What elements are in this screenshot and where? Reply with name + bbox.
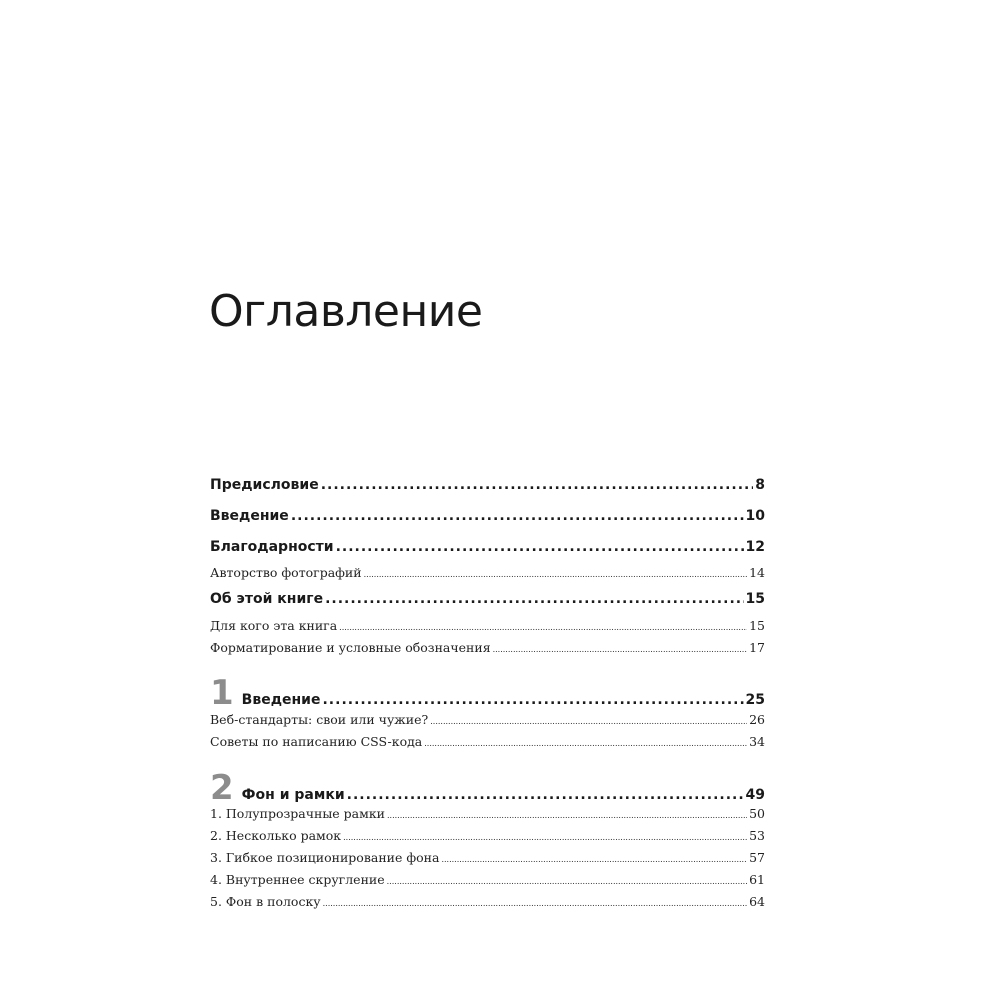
toc-entry-label: Форматирование и условные обозначения	[210, 640, 491, 655]
toc-entry-formatting[interactable]	[210, 640, 765, 655]
dot-leader	[336, 539, 744, 555]
toc-entry-label: Об этой книге	[210, 591, 324, 607]
toc-entry-label: Введение	[241, 692, 321, 708]
toc-entry-page: 25	[745, 692, 765, 708]
toc-entry-page: 61	[749, 872, 765, 887]
toc-entry-striped-background[interactable]	[210, 894, 765, 909]
toc-entry-preface[interactable]	[210, 477, 765, 493]
toc-entry-label: Авторство фотографий	[210, 565, 362, 580]
toc-entry-page: 26	[749, 712, 765, 727]
toc-entry-label: Фон и рамки	[241, 787, 345, 803]
toc-entry-label: Веб-стандарты: свои или чужие?	[210, 712, 429, 727]
toc-entry-label: Предисловие	[210, 477, 319, 493]
chapter-number: 1	[210, 673, 234, 713]
toc-entry-multiple-borders[interactable]	[210, 828, 765, 843]
toc-entry-audience[interactable]	[210, 618, 765, 633]
toc-entry-about-book[interactable]	[210, 591, 765, 607]
toc-entry-semitransparent-borders[interactable]	[210, 806, 765, 821]
dot-leader	[321, 477, 754, 493]
toc-entry-page: 10	[745, 508, 765, 524]
toc-chapter-1[interactable]	[210, 673, 765, 713]
toc-entry-label: 3. Гибкое позиционирование фона	[210, 850, 440, 865]
dot-leader	[325, 591, 743, 607]
dot-leader	[291, 508, 744, 524]
toc-entry-label: Для кого эта книга	[210, 618, 338, 633]
toc-entry-page: 17	[749, 640, 765, 655]
toc-entry-label: Благодарности	[210, 539, 334, 555]
dot-leader	[387, 877, 747, 886]
dot-leader	[387, 811, 747, 820]
toc-entry-web-standards[interactable]	[210, 712, 765, 727]
toc-entry-page: 12	[745, 539, 765, 555]
toc-entry-label: Введение	[210, 508, 289, 524]
toc-entry-background-positioning[interactable]	[210, 850, 765, 865]
dot-leader	[424, 739, 747, 748]
toc-entry-acknowledgements[interactable]	[210, 539, 765, 555]
dot-leader	[323, 899, 747, 908]
dot-leader	[493, 645, 748, 654]
toc-entry-label: 1. Полупрозрачные рамки	[210, 806, 385, 821]
chapter-number: 2	[210, 768, 234, 808]
page-title: Оглавление	[209, 286, 483, 337]
dot-leader	[343, 833, 747, 842]
toc-entry-page: 15	[745, 591, 765, 607]
toc-entry-page: 64	[749, 894, 765, 909]
toc-chapter-2[interactable]	[210, 768, 765, 808]
toc-entry-inner-rounding[interactable]	[210, 872, 765, 887]
dot-leader	[441, 855, 747, 864]
toc-entry-page: 50	[749, 806, 765, 821]
toc-entry-page: 15	[749, 618, 765, 633]
toc-entry-page: 53	[749, 828, 765, 843]
dot-leader	[322, 692, 743, 708]
toc-entry-label: 4. Внутреннее скругление	[210, 872, 385, 887]
toc-entry-label: Советы по написанию CSS-кода	[210, 734, 423, 749]
dot-leader	[339, 623, 747, 632]
toc-entry-page: 8	[755, 477, 765, 493]
toc-entry-page: 49	[745, 787, 765, 803]
toc-entry-introduction[interactable]	[210, 508, 765, 524]
dot-leader	[347, 787, 744, 803]
toc-entry-label: 2. Несколько рамок	[210, 828, 342, 843]
dot-leader	[430, 717, 747, 726]
dot-leader	[364, 570, 747, 579]
toc-entry-page: 57	[749, 850, 765, 865]
toc-entry-page: 34	[749, 734, 765, 749]
toc-entry-label: 5. Фон в полоску	[210, 894, 321, 909]
toc-entry-photo-credits[interactable]	[210, 565, 765, 580]
toc-entry-css-tips[interactable]	[210, 734, 765, 749]
toc-entry-page: 14	[749, 565, 765, 580]
